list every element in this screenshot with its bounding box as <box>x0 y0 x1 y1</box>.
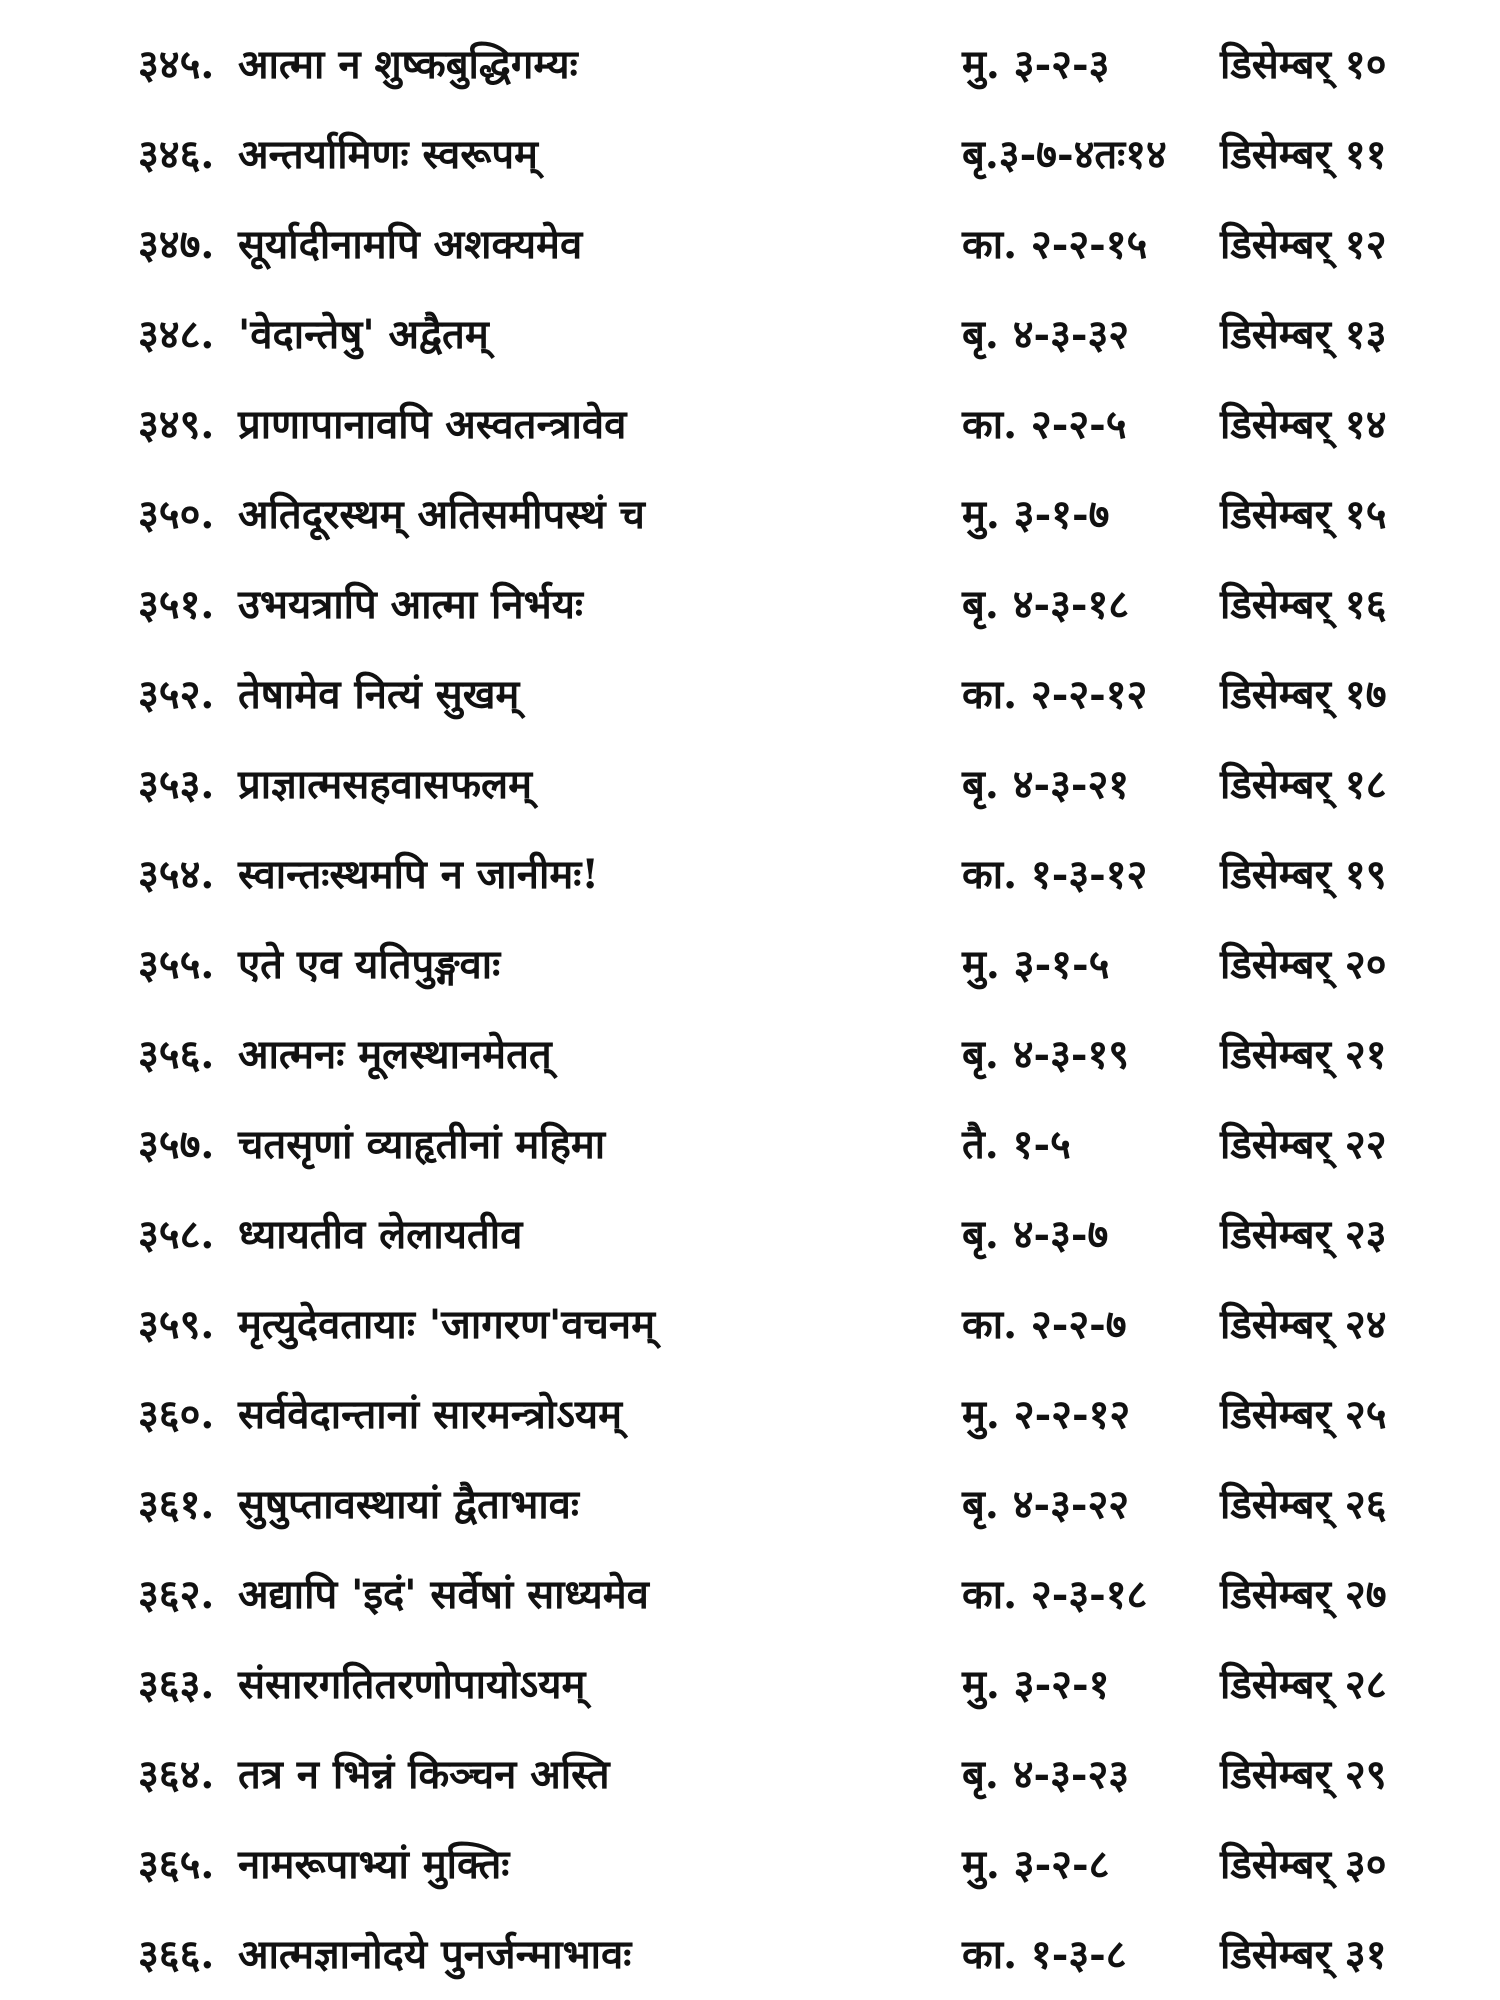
entry-title: आत्मा न शुष्कबुद्धिगम्यः <box>238 41 578 88</box>
list-item <box>0 1820 1500 1910</box>
entry-reference: का. १-३-८ <box>962 1931 1127 1978</box>
entry-number: ३४९. <box>138 401 215 448</box>
entry-number: ३४८. <box>138 311 215 358</box>
entry-reference: का. २-२-१५ <box>962 221 1148 268</box>
entry-number: ३४७. <box>138 221 215 268</box>
entry-date: डिसेम्बर् ३१ <box>1220 1931 1387 1978</box>
entry-reference: का. २-२-५ <box>962 401 1127 448</box>
list-item <box>0 290 1500 380</box>
entry-number: ३६२. <box>138 1571 215 1618</box>
entry-reference: बृ.३-७-४तः१४ <box>962 131 1167 178</box>
list-item <box>0 830 1500 920</box>
list-item <box>0 1730 1500 1820</box>
list-item <box>0 470 1500 560</box>
entry-number: ३६५. <box>138 1841 215 1888</box>
list-item <box>0 1010 1500 1100</box>
entry-reference: बृ. ४-३-२३ <box>962 1751 1130 1798</box>
entry-title: अद्यापि 'इदं' सर्वेषां साध्यमेव <box>238 1571 649 1618</box>
list-item <box>0 110 1500 200</box>
entry-reference: का. २-३-१८ <box>962 1571 1148 1618</box>
list-item <box>0 1370 1500 1460</box>
entry-date: डिसेम्बर् ३० <box>1220 1841 1387 1888</box>
entry-date: डिसेम्बर् १८ <box>1220 761 1387 808</box>
entry-date: डिसेम्बर् २४ <box>1220 1301 1387 1348</box>
list-item <box>0 920 1500 1010</box>
entry-date: डिसेम्बर् १६ <box>1220 581 1387 628</box>
entry-number: ३५९. <box>138 1301 215 1348</box>
entry-date: डिसेम्बर् २३ <box>1220 1211 1387 1258</box>
entry-title: 'वेदान्तेषु' अद्वैतम् <box>238 311 489 358</box>
entry-title: प्राज्ञात्मसहवासफलम् <box>238 761 533 808</box>
entry-reference: बृ. ४-३-२१ <box>962 761 1130 808</box>
entry-reference: मु. ३-१-७ <box>962 491 1110 538</box>
entry-date: डिसेम्बर् १५ <box>1220 491 1387 538</box>
entry-reference: बृ. ४-३-७ <box>962 1211 1109 1258</box>
list-item <box>0 1550 1500 1640</box>
entry-title: स्वान्तःस्थमपि न जानीमः! <box>238 851 599 898</box>
entry-number: ३५८. <box>138 1211 215 1258</box>
entry-date: डिसेम्बर् २८ <box>1220 1661 1387 1708</box>
list-item <box>0 1460 1500 1550</box>
entry-reference: मु. ३-२-८ <box>962 1841 1110 1888</box>
entry-number: ३५७. <box>138 1121 215 1168</box>
entry-date: डिसेम्बर् १९ <box>1220 851 1387 898</box>
entry-date: डिसेम्बर् २७ <box>1220 1571 1387 1618</box>
list-item <box>0 1190 1500 1280</box>
entry-reference: बृ. ४-३-१९ <box>962 1031 1130 1078</box>
list-item <box>0 560 1500 650</box>
entry-reference: तै. १-५ <box>962 1121 1071 1168</box>
entry-date: डिसेम्बर् १२ <box>1220 221 1387 268</box>
entry-title: चतसृणां व्याहृतीनां महिमा <box>238 1121 606 1168</box>
entry-number: ३५२. <box>138 671 215 718</box>
entry-title: प्राणापानावपि अस्वतन्त्रावेव <box>238 401 627 448</box>
entry-number: ३५६. <box>138 1031 215 1078</box>
entry-reference: मु. ३-२-१ <box>962 1661 1110 1708</box>
entry-number: ३६३. <box>138 1661 215 1708</box>
entry-title: आत्मनः मूलस्थानमेतत् <box>238 1031 552 1078</box>
list-item <box>0 20 1500 110</box>
entry-reference: का. १-३-१२ <box>962 851 1148 898</box>
list-item <box>0 380 1500 470</box>
entry-date: डिसेम्बर् २० <box>1220 941 1387 988</box>
entry-title: ध्यायतीव लेलायतीव <box>238 1211 523 1258</box>
entry-reference: का. २-२-७ <box>962 1301 1127 1348</box>
entry-reference: मु. ३-१-५ <box>962 941 1110 988</box>
list-item <box>0 1640 1500 1730</box>
entry-title: अतिदूरस्थम् अतिसमीपस्थं च <box>238 491 645 538</box>
entry-title: उभयत्रापि आत्मा निर्भयः <box>238 581 583 628</box>
entry-title: तेषामेव नित्यं सुखम् <box>238 671 520 718</box>
entry-reference: का. २-२-१२ <box>962 671 1148 718</box>
entry-reference: बृ. ४-३-२२ <box>962 1481 1130 1528</box>
entry-title: नामरूपाभ्यां मुक्तिः <box>238 1841 510 1888</box>
entry-number: ३६०. <box>138 1391 215 1438</box>
entry-date: डिसेम्बर् २६ <box>1220 1481 1387 1528</box>
entry-number: ३५३. <box>138 761 215 808</box>
entry-date: डिसेम्बर् २९ <box>1220 1751 1387 1798</box>
entry-number: ३४५. <box>138 41 215 88</box>
entry-title: अन्तर्यामिणः स्वरूपम् <box>238 131 538 178</box>
entry-date: डिसेम्बर् १० <box>1220 41 1387 88</box>
entry-reference: बृ. ४-३-१८ <box>962 581 1130 628</box>
entry-number: ३५४. <box>138 851 215 898</box>
entry-date: डिसेम्बर् १३ <box>1220 311 1387 358</box>
entry-title: तत्र न भिन्नं किञ्चन अस्ति <box>238 1751 610 1798</box>
entry-title: संसारगतितरणोपायोऽयम् <box>238 1661 586 1708</box>
entry-date: डिसेम्बर् १७ <box>1220 671 1387 718</box>
list-item <box>0 1280 1500 1370</box>
entry-title: आत्मज्ञानोदये पुनर्जन्माभावः <box>238 1931 632 1978</box>
entry-reference: बृ. ४-३-३२ <box>962 311 1130 358</box>
entry-number: ३६६. <box>138 1931 215 1978</box>
entry-title: सर्ववेदान्तानां सारमन्त्रोऽयम् <box>238 1391 623 1438</box>
entry-number: ३५१. <box>138 581 215 628</box>
entry-title: सुषुप्तावस्थायां द्वैताभावः <box>238 1481 580 1528</box>
entry-number: ३६४. <box>138 1751 215 1798</box>
list-item <box>0 1100 1500 1190</box>
entry-number: ३५०. <box>138 491 215 538</box>
entry-title: सूर्यादीनामपि अशक्यमेव <box>238 221 583 268</box>
entry-date: डिसेम्बर् २१ <box>1220 1031 1387 1078</box>
entry-date: डिसेम्बर् २२ <box>1220 1121 1387 1168</box>
entry-number: ३६१. <box>138 1481 215 1528</box>
entry-date: डिसेम्बर् २५ <box>1220 1391 1387 1438</box>
list-item <box>0 200 1500 290</box>
list-item <box>0 650 1500 740</box>
entry-reference: मु. २-२-१२ <box>962 1391 1131 1438</box>
entry-number: ३५५. <box>138 941 215 988</box>
entry-title: मृत्युदेवतायाः 'जागरण'वचनम् <box>238 1301 656 1348</box>
entry-date: डिसेम्बर् ११ <box>1220 131 1387 178</box>
entry-title: एते एव यतिपुङ्गवाः <box>238 941 501 988</box>
entry-date: डिसेम्बर् १४ <box>1220 401 1387 448</box>
entry-reference: मु. ३-२-३ <box>962 41 1110 88</box>
entry-number: ३४६. <box>138 131 215 178</box>
list-item <box>0 1910 1500 2000</box>
list-item <box>0 740 1500 830</box>
